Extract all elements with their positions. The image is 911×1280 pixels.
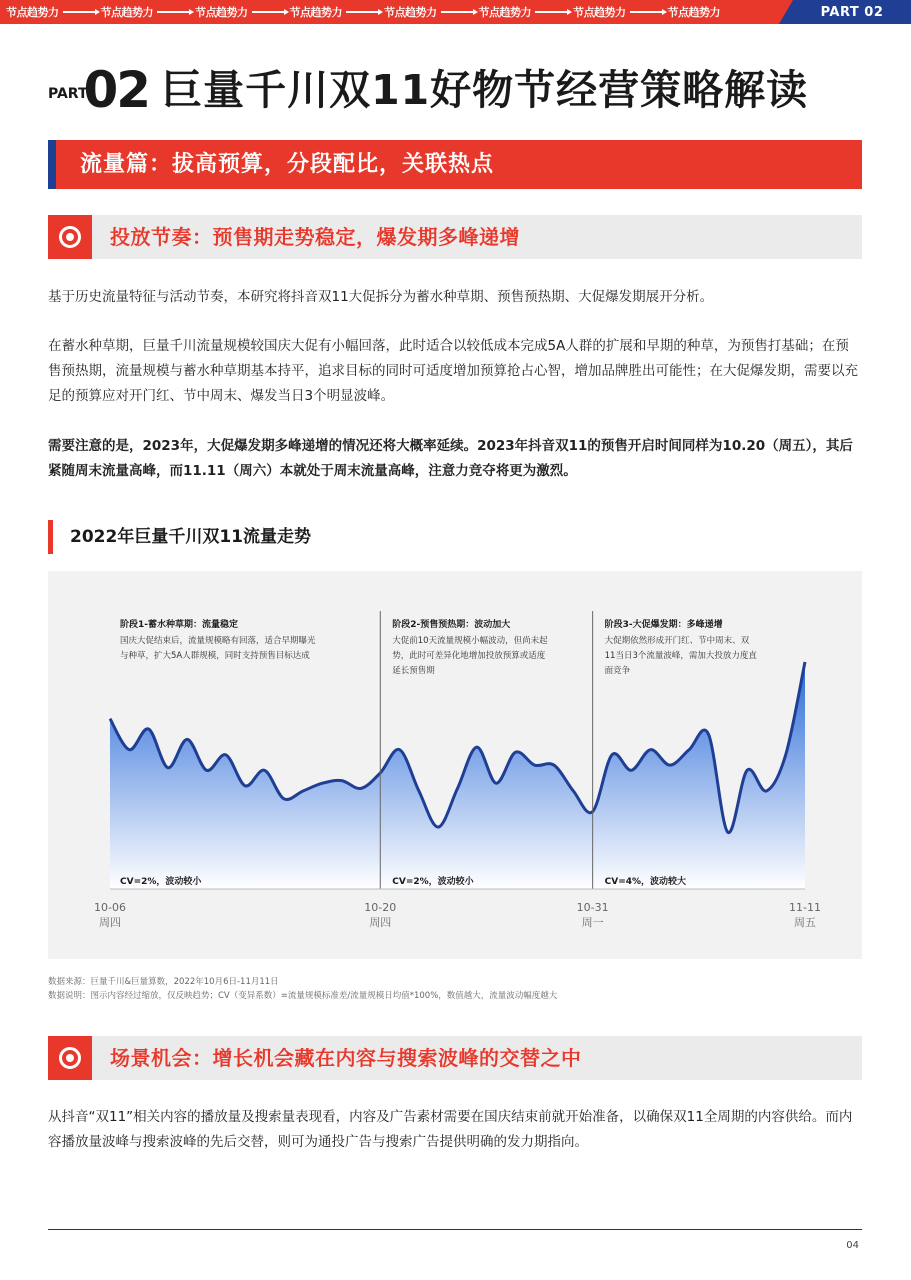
arrow-icon [157,11,191,13]
stage-desc: 与种草，扩大5A人群规模，同时支持预售目标达成 [120,651,310,661]
paragraph: 从抖音“双11”相关内容的播放量及搜索量表现看，内容及广告素材需要在国庆结束前就开始准备，以确保双11全周期的内容供给。而内容播放量波峰与搜索波峰的先后交替，则可为通投广告与搜索广告提供明确的发力期指向。 [48,1109,853,1150]
chain-item: 节点趋势力 [384,6,437,19]
chain-item: 节点趋势力 [100,6,153,19]
traffic-area [110,662,805,889]
chain-item: 节点趋势力 [478,6,531,19]
x-tick-weekday: 周四 [99,916,121,929]
footer-divider [48,1229,862,1230]
subhead-text: 场景机会：增长机会藏在内容与搜索波峰的交替之中 [110,1046,582,1070]
arrow-icon [535,11,569,13]
page-title [48,60,808,120]
main-title: 巨量千川双11好物节经营策略解读 [161,65,809,114]
target-icon [48,1036,92,1080]
stage-desc: 延长预售期 [392,666,435,676]
chain-item: 节点趋势力 [289,6,342,19]
chart-heading-text: 2022年巨量千川双11流量走势 [70,527,311,547]
arrow-icon [252,11,286,13]
part-number: 02 [83,61,150,119]
part-label: PART [48,86,88,102]
stage-title: 阶段1-蓄水种草期：流量稳定 [120,620,238,630]
chain-item: 节点趋势力 [195,6,248,19]
top-banner [0,0,911,24]
cv-label: CV=4%，波动较大 [604,877,687,887]
x-tick-weekday: 周五 [794,916,816,929]
chart-notes [48,975,557,1003]
traffic-chart [48,571,862,959]
chart-heading [48,520,311,554]
section-banner-text: 流量篇：拔高预算，分段配比，关联热点 [80,152,495,177]
x-tick-weekday: 周一 [581,916,604,929]
arrow-icon [346,11,380,13]
target-icon [48,215,92,259]
stage-desc: 国庆大促结束后，流量规模略有回落，适合早期曝光 [120,636,316,646]
x-tick-date: 10-31 [576,901,609,914]
arrow-icon [630,11,664,13]
section-banner [48,140,862,189]
chain-item: 节点趋势力 [667,6,720,19]
chart-canvas [48,571,862,959]
subhead-rhythm [48,215,862,259]
topbar-chain [6,0,720,24]
stage-title: 阶段2-预售预热期：波动加大 [392,620,511,630]
x-tick-date: 10-06 [94,901,126,914]
cv-label: CV=2%，波动较小 [120,877,202,887]
stage-title: 阶段3-大促爆发期：多峰递增 [604,620,723,630]
part-tag: PART 02 [793,0,911,24]
source-note: 数据来源：巨量千川&巨量算数，2022年10月6日-11月11日 [48,977,279,987]
cv-label: CV=2%，波动较小 [392,877,474,887]
stage-desc: 大促前10天流量规模小幅波动，但尚未起 [392,636,548,646]
stage-desc: 面竞争 [604,666,631,676]
page-number: 04 [846,1240,859,1251]
description-note: 数据说明：图示内容经过缩放，仅反映趋势；CV（变异系数）=流量规模标准差/流量规模日均值*100%，数值越大，流量波动幅度越大 [48,991,558,1001]
chain-item: 节点趋势力 [573,6,626,19]
paragraph-emphasis: 需要注意的是，2023年，大促爆发期多峰递增的情况还将大概率延续。2023年抖音双11的预售开启时间同样为10.20（周五），其后紧随周末流量高峰，而11.11（周六）本就处于周末流量高峰，注意力竞夺将更为激烈。 [48,438,853,479]
chain-item: 节点趋势力 [6,6,59,19]
x-tick-date: 11-11 [789,901,821,914]
arrow-icon [63,11,97,13]
paragraph: 基于历史流量特征与活动节奏，本研究将抖音双11大促拆分为蓄水种草期、预售预热期、大促爆发期展开分析。 [48,289,714,305]
subhead-scene [48,1036,862,1080]
stage-desc: 势，此时可差异化地增加投放预算或适度 [392,651,546,661]
stage-desc: 11当日3个流量波峰，需加大投放力度直 [604,651,757,661]
stage-desc: 大促期依然形成开门红、节中周末、双 [604,636,750,646]
x-tick-date: 10-20 [364,901,397,914]
subhead-text: 投放节奏：预售期走势稳定，爆发期多峰递增 [110,225,520,249]
arrow-icon [441,11,475,13]
paragraph: 在蓄水种草期，巨量千川流量规模较国庆大促有小幅回落，此时适合以较低成本完成5A人群的扩展和早期的种草，为预售打基础；在预售预热期，流量规模与蓄水种草期基本持平，追求目标的同时可适度增加预算抢占心智，增加品牌胜出可能性；在大促爆发期，需要以充足的预算应对开门红、节中周末、爆发当日3个明显波峰。 [48,338,858,404]
x-tick-weekday: 周四 [369,916,392,929]
